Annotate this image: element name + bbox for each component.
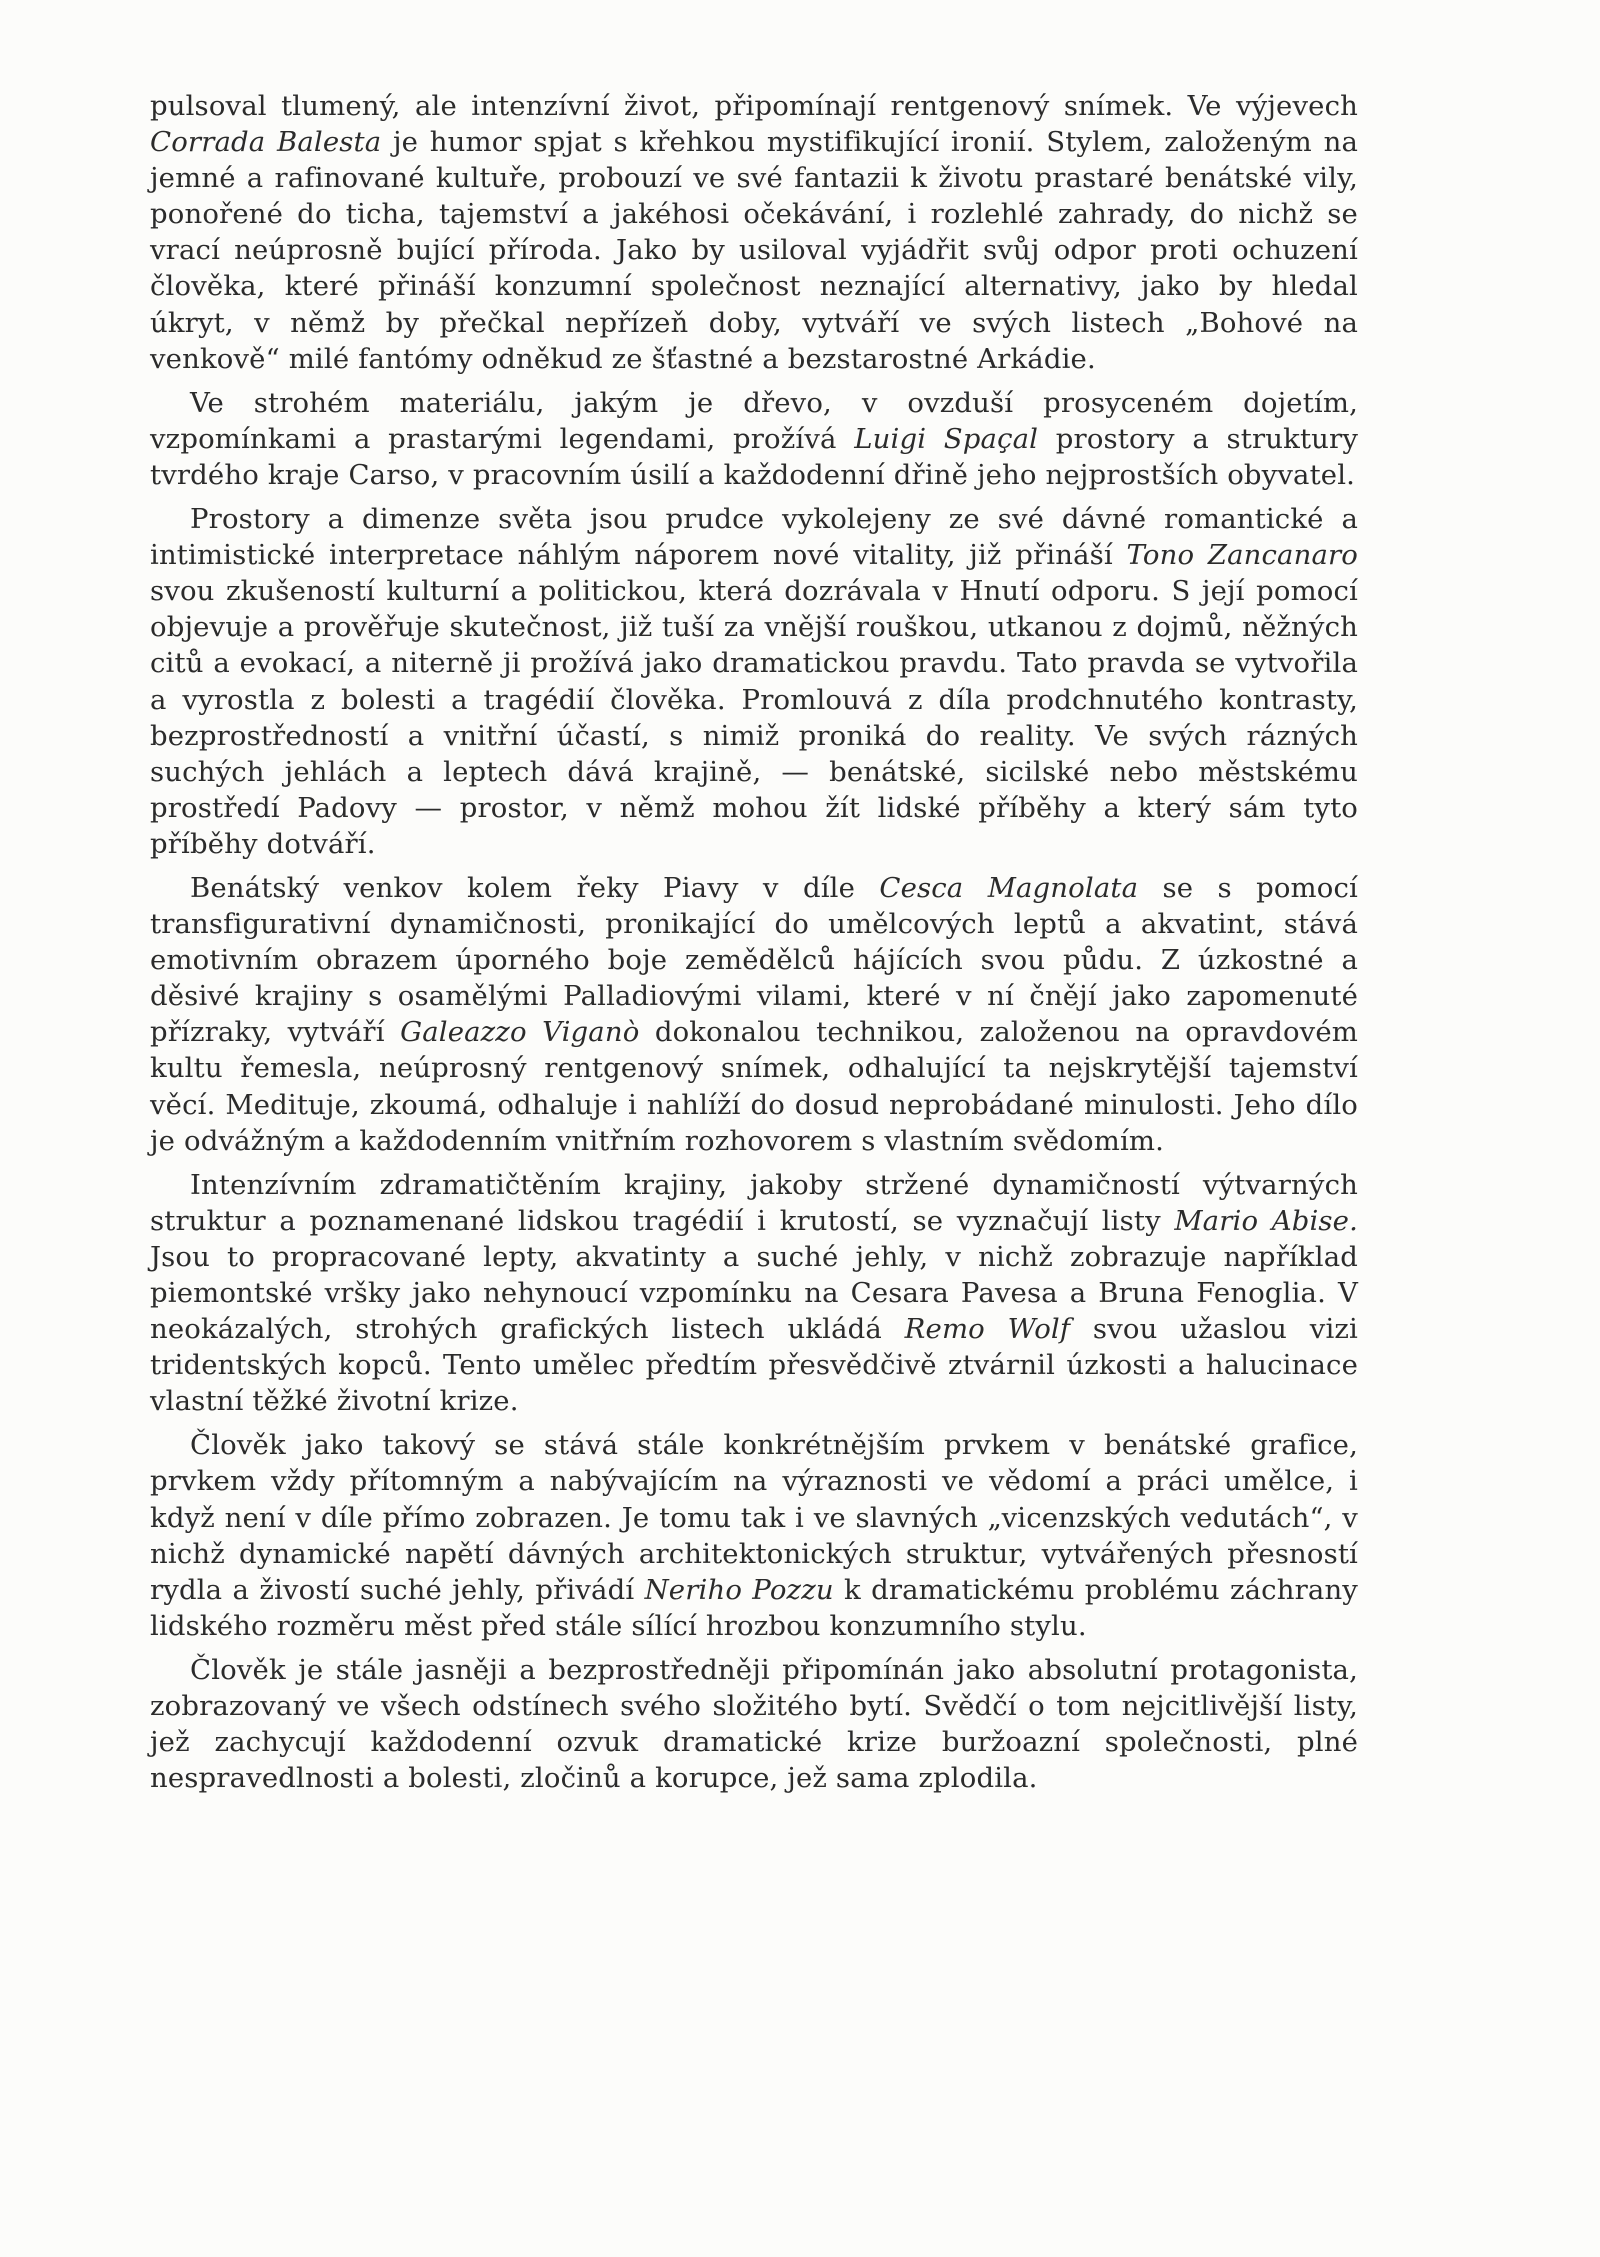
text-run: dokonalou technikou, založenou na opravdovém kultu řemesla, neúprosný rentgenový snímek, odhalující ta nejskrytější tajemství věcí. Medituje, zkoumá, odhaluje i nahlíží do dosud neprobádané minulosti. Jeho dílo je odvážným a každodenním vnitřním rozhovorem s vlastním svědomím. <box>150 1016 1358 1157</box>
artist-name: Luigi Spaçal <box>854 422 1039 455</box>
text-run: k dramatickému problému záchrany lidského rozměru měst před stále sílící hrozbou konzumního stylu. <box>150 1573 1358 1642</box>
text-run: Člověk je stále jasněji a bezprostředněji připomínán jako absolutní protagonista, zobrazovaný ve všech odstínech svého složitého bytí. Svědčí o tom nejcitlivější listy, jež zachycují každodenní ozvuk dramatické krize buržoazní společnosti, plné nespravedlnosti a bolesti, zločinů a korupce, jež sama zplodila. <box>150 1653 1358 1795</box>
artist-name: Remo Wolf <box>904 1313 1071 1346</box>
paragraph <box>150 1167 1358 1420</box>
text-run: pulsoval tlumený, ale intenzívní život, připomínají rentgenový snímek. Ve výjevech <box>150 90 1358 122</box>
paragraph <box>150 385 1358 493</box>
text-run: Benátský venkov kolem řeky Piavy v díle <box>190 871 880 904</box>
artist-name: Galeazzo Viganò <box>400 1016 640 1049</box>
text-run: Jsou to propracované lepty, akvatinty a suché jehly, v nichž zobrazuje například piemontské vršky jako nehynoucí vzpomínku na Cesara Pavesa a Bruna Fenoglia. V neokázalých, strohých grafických listech ukládá <box>150 1240 1358 1346</box>
body-text <box>150 88 1358 1804</box>
paragraph <box>150 501 1358 862</box>
text-run: Prostory a dimenze světa jsou prudce vykolejeny ze své dávné romantické a intimistické interpretace náhlým náporem nové vitality, již přináší <box>150 503 1358 572</box>
text-run: Člověk jako takový se stává stále konkrétnějším prvkem v benátské grafice, prvkem vždy přítomným a nabývajícím na výraznosti ve vědomí a práci umělce, i když není v díle přímo zobrazen. Je tomu tak i ve slavných „vicenzských vedutách“, v nichž dynamické napětí dávných architektonických struktur, vytvářených přesností rydla a živostí suché jehly, přivádí <box>150 1429 1358 1606</box>
text-run: Ve strohém materiálu, jakým je dřevo, v ovzduší prosyceném dojetím, vzpomínkami a prastarými legendami, prožívá <box>150 386 1358 455</box>
artist-name: Mario Abise. <box>1174 1204 1359 1237</box>
artist-name: Tono Zancanaro <box>1126 539 1358 572</box>
text-run: svou zkušeností kulturní a politickou, která dozrávala v Hnutí odporu. S její pomocí objevuje a prověřuje skutečnost, již tuší za vnější rouškou, utkanou z dojmů, něžných citů a evokací, a niterně ji prožívá jako dramatickou pravdu. Tato pravda se vytvořila a vyrostla z bolesti a tragédií člověka. Promlouvá z díla prodchnutého kontrasty, bezprostředností a vnitřní účastí, s nimiž proniká do reality. Ve svých rázných suchých jehlách a leptech dává krajině, — benátské, sicilské nebo městskému prostředí Padovy — prostor, v němž mohou žít lidské příběhy a který sám tyto příběhy dotváří. <box>150 575 1358 860</box>
artist-name: Cesca Magnolata <box>879 871 1139 904</box>
text-run: se s pomocí transfigurativní dynamičnosti, pronikající do umělcových leptů a akvatint, stává emotivním obrazem úporného boje zemědělců hájících svou půdu. Z úzkostné a děsivé krajiny s osamělými Palladiovými vilami, které v ní čnějí jako zapomenuté přízraky, vytváří <box>150 871 1358 1049</box>
text-run: Intenzívním zdramatičtěním krajiny, jakoby stržené dynamičností výtvarných struktur a poznamenané lidskou tragédií i krutostí, se vyznačují listy <box>150 1168 1358 1237</box>
paragraph <box>150 1427 1358 1644</box>
text-run: svou užaslou vizi tridentských kopců. Tento umělec předtím přesvědčivě ztvárnil úzkosti a halucinace vlastní těžké životní krize. <box>150 1313 1358 1418</box>
paragraph <box>150 870 1358 1159</box>
text-run: je humor spjat s křehkou mystifikující ironií. Stylem, založeným na jemné a rafinované kultuře, probouzí ve své fantazii k životu prastaré benátské vily, ponořené do ticha, tajemství a jakéhosi očekávání, i rozlehlé zahrady, do nichž se vrací neúprosně bující příroda. Jako by usiloval vyjádřit svůj odpor proti ochuzení člověka, které přináší konzumní společnost neznající alternativy, jako by hledal úkryt, v němž by přečkal nepřízeň doby, vytváří ve svých listech „Bohové na venkově“ milé fantómy odněkud ze šťastné a bezstarostné Arkádie. <box>150 126 1358 375</box>
artist-name: Corrada Balesta <box>150 126 382 159</box>
text-run: prostory a struktury tvrdého kraje Carso, v pracovním úsilí a každodenní dřině jeho nejprostších obyvatel. <box>150 422 1359 491</box>
artist-name: Neriho Pozzu <box>644 1573 834 1606</box>
paragraph <box>150 1652 1358 1796</box>
paragraph <box>150 88 1358 377</box>
